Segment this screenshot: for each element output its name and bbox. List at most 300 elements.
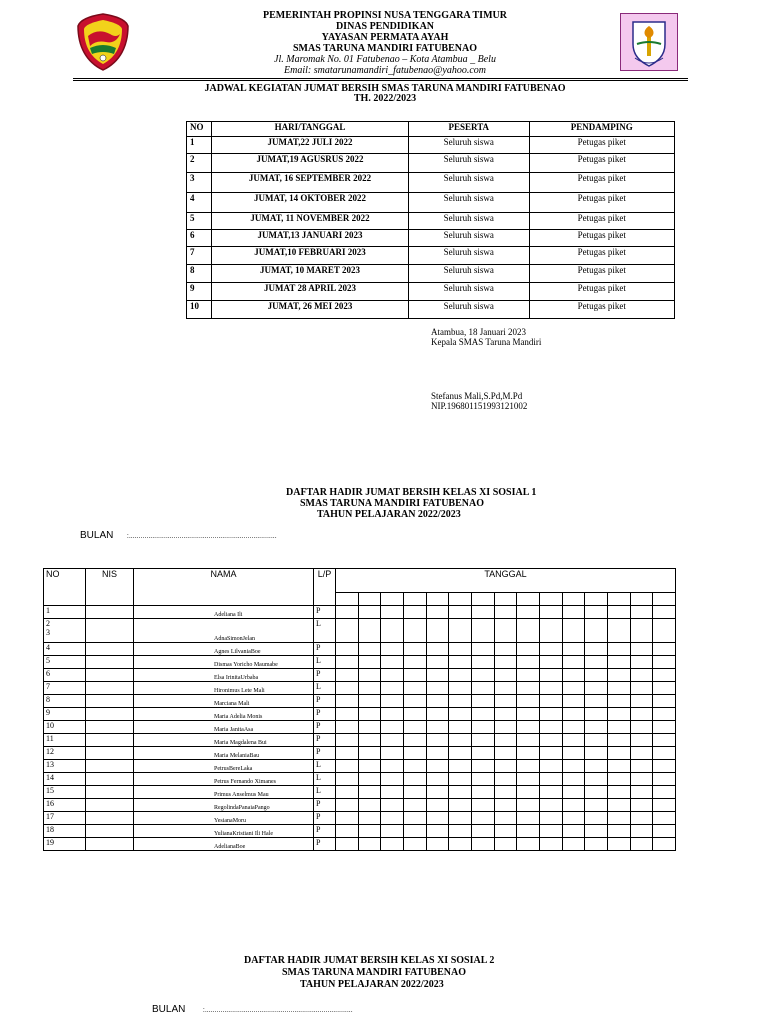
attendance-cell-date[interactable] (539, 747, 562, 760)
attendance-cell-date[interactable] (426, 643, 449, 656)
attendance-cell-date[interactable] (471, 786, 494, 799)
attendance-cell-date[interactable] (562, 721, 585, 734)
attendance-cell-date[interactable] (585, 786, 608, 799)
attendance-cell-date[interactable] (471, 825, 494, 838)
attendance-cell-date[interactable] (449, 799, 472, 812)
attendance-cell-no: 14 (44, 773, 86, 786)
attendance-cell-date[interactable] (471, 838, 494, 851)
attendance-cell-date[interactable] (381, 799, 404, 812)
attendance-cell-date[interactable] (336, 773, 359, 786)
attendance-cell-date[interactable] (403, 812, 426, 825)
attendance-cell-date[interactable] (494, 669, 517, 682)
attendance-cell-date[interactable] (449, 734, 472, 747)
attendance-cell-date[interactable] (471, 708, 494, 721)
attendance-cell-nis (86, 682, 134, 695)
attendance-cell-date[interactable] (381, 695, 404, 708)
attendance-cell-date[interactable] (403, 734, 426, 747)
attendance-cell-date[interactable] (630, 695, 653, 708)
attendance-cell-date[interactable] (607, 734, 630, 747)
attendance-cell-date[interactable] (630, 606, 653, 619)
attendance-cell-date[interactable] (358, 643, 381, 656)
attendance-cell-date[interactable] (426, 606, 449, 619)
attendance-cell-date[interactable] (403, 643, 426, 656)
attendance-cell-nis (86, 799, 134, 812)
attendance-cell-date[interactable] (403, 606, 426, 619)
attendance-cell-date[interactable] (381, 721, 404, 734)
attendance-cell-date[interactable] (494, 786, 517, 799)
attendance-cell-date[interactable] (471, 721, 494, 734)
attendance-cell-date[interactable] (336, 721, 359, 734)
attendance-cell-name: YesianaMoru (134, 812, 314, 825)
attendance-cell-date[interactable] (336, 656, 359, 669)
attendance-cell-date[interactable] (653, 799, 676, 812)
attendance-cell-date[interactable] (517, 734, 540, 747)
attendance-cell-date[interactable] (517, 695, 540, 708)
schedule-cell-peserta: Seluruh siswa (409, 137, 530, 154)
attendance-cell-date[interactable] (471, 773, 494, 786)
attendance-cell-date[interactable] (653, 734, 676, 747)
attendance-cell-date[interactable] (517, 760, 540, 773)
attendance-cell-date[interactable] (607, 695, 630, 708)
attendance-cell-date[interactable] (403, 619, 426, 643)
attendance-cell-date[interactable] (449, 619, 472, 643)
attendance-cell-date[interactable] (494, 812, 517, 825)
attendance-cell-date[interactable] (358, 812, 381, 825)
attendance-cell-date[interactable] (358, 721, 381, 734)
attendance-cell-date[interactable] (494, 799, 517, 812)
attendance-cell-date[interactable] (381, 760, 404, 773)
attendance-cell-date[interactable] (358, 734, 381, 747)
attendance-cell-date[interactable] (494, 619, 517, 643)
attendance-cell-date[interactable] (517, 838, 540, 851)
attendance-cell-date[interactable] (494, 747, 517, 760)
date-column-cell (449, 593, 472, 606)
attendance-cell-date[interactable] (449, 747, 472, 760)
attendance-cell-date[interactable] (449, 721, 472, 734)
attendance-cell-date[interactable] (630, 812, 653, 825)
attendance-cell-date[interactable] (562, 708, 585, 721)
attendance-cell-date[interactable] (517, 669, 540, 682)
attendance-cell-date[interactable] (471, 734, 494, 747)
attendance-cell-date[interactable] (403, 786, 426, 799)
attendance-cell-date[interactable] (336, 760, 359, 773)
attendance-cell-date[interactable] (585, 643, 608, 656)
attendance-cell-date[interactable] (381, 812, 404, 825)
attendance-cell-date[interactable] (426, 708, 449, 721)
attendance-cell-date[interactable] (471, 619, 494, 643)
attendance-cell-date[interactable] (585, 747, 608, 760)
attendance-cell-date[interactable] (381, 708, 404, 721)
attendance-cell-date[interactable] (607, 799, 630, 812)
attendance1-title-1: DAFTAR HADIR JUMAT BERSIH KELAS XI SOSIAL 1 (286, 487, 537, 498)
attendance-cell-date[interactable] (517, 773, 540, 786)
attendance-cell-date[interactable] (562, 786, 585, 799)
attendance-cell-date[interactable] (517, 799, 540, 812)
attendance-cell-lp: P (314, 734, 336, 747)
attendance-cell-date[interactable] (426, 812, 449, 825)
attendance-cell-date[interactable] (449, 682, 472, 695)
attendance-cell-date[interactable] (562, 799, 585, 812)
attendance-cell-date[interactable] (562, 643, 585, 656)
attendance-cell-date[interactable] (403, 656, 426, 669)
attendance-cell-date[interactable] (585, 619, 608, 643)
schedule-cell-no: 2 (187, 154, 212, 173)
attendance-cell-date[interactable] (403, 799, 426, 812)
attendance-cell-date[interactable] (449, 669, 472, 682)
attendance-cell-date[interactable] (562, 825, 585, 838)
attendance-cell-date[interactable] (336, 619, 359, 643)
attendance-cell-date[interactable] (358, 773, 381, 786)
attendance-cell-date[interactable] (381, 747, 404, 760)
attendance-cell-date[interactable] (562, 838, 585, 851)
attendance-cell-date[interactable] (517, 708, 540, 721)
attendance-cell-date[interactable] (653, 669, 676, 682)
attendance-cell-date[interactable] (471, 812, 494, 825)
attendance-cell-date[interactable] (585, 812, 608, 825)
attendance-cell-date[interactable] (607, 747, 630, 760)
attendance-cell-date[interactable] (449, 773, 472, 786)
attendance-cell-date[interactable] (630, 643, 653, 656)
attendance-cell-lp: P (314, 643, 336, 656)
attendance-cell-date[interactable] (653, 825, 676, 838)
attendance-cell-date[interactable] (336, 786, 359, 799)
attendance-cell-date[interactable] (336, 734, 359, 747)
attendance-cell-date[interactable] (494, 695, 517, 708)
attendance-cell-date[interactable] (494, 838, 517, 851)
attendance-cell-nis (86, 656, 134, 669)
attendance-cell-date[interactable] (517, 812, 540, 825)
attendance-cell-date[interactable] (471, 682, 494, 695)
attendance-cell-date[interactable] (449, 643, 472, 656)
attendance-cell-date[interactable] (471, 799, 494, 812)
attendance-cell-date[interactable] (517, 656, 540, 669)
attendance-cell-date[interactable] (653, 721, 676, 734)
attendance-cell-date[interactable] (403, 760, 426, 773)
attendance-cell-date[interactable] (562, 619, 585, 643)
attendance-cell-date[interactable] (471, 643, 494, 656)
attendance-cell-date[interactable] (562, 747, 585, 760)
attendance-cell-date[interactable] (358, 825, 381, 838)
attendance-cell-date[interactable] (653, 838, 676, 851)
attendance-cell-date[interactable] (494, 721, 517, 734)
attendance-cell-date[interactable] (358, 838, 381, 851)
attendance-cell-date[interactable] (653, 773, 676, 786)
attendance-cell-date[interactable] (517, 682, 540, 695)
attendance-cell-date[interactable] (562, 669, 585, 682)
attendance-cell-date[interactable] (358, 747, 381, 760)
attendance-cell-date[interactable] (426, 656, 449, 669)
attendance-cell-date[interactable] (449, 656, 472, 669)
attendance-cell-date[interactable] (426, 747, 449, 760)
attendance-cell-date[interactable] (630, 747, 653, 760)
attendance-cell-date[interactable] (403, 669, 426, 682)
attendance-cell-date[interactable] (426, 825, 449, 838)
attendance-cell-date[interactable] (426, 773, 449, 786)
attendance-cell-date[interactable] (607, 708, 630, 721)
schedule-cell-pendamping: Petugas piket (529, 154, 674, 173)
attendance-cell-date[interactable] (653, 695, 676, 708)
attendance-cell-date[interactable] (358, 760, 381, 773)
attendance-cell-date[interactable] (607, 682, 630, 695)
attendance-cell-date[interactable] (653, 812, 676, 825)
attendance-cell-date[interactable] (449, 760, 472, 773)
attendance-cell-date[interactable] (381, 773, 404, 786)
attendance-cell-date[interactable] (585, 721, 608, 734)
attendance-cell-name: Maria Magdalena Bui (134, 734, 314, 747)
attendance-cell-date[interactable] (336, 812, 359, 825)
attendance-cell-date[interactable] (585, 773, 608, 786)
attendance-cell-date[interactable] (607, 812, 630, 825)
attendance-cell-date[interactable] (381, 606, 404, 619)
attendance-cell-date[interactable] (403, 721, 426, 734)
attendance-cell-date[interactable] (471, 695, 494, 708)
attendance-cell-date[interactable] (607, 760, 630, 773)
attendance-cell-date[interactable] (426, 786, 449, 799)
attendance-cell-date[interactable] (607, 721, 630, 734)
attendance-cell-date[interactable] (517, 747, 540, 760)
attendance-cell-date[interactable] (517, 606, 540, 619)
attendance-cell-date[interactable] (562, 682, 585, 695)
attendance-cell-lp: L (314, 760, 336, 773)
attendance-cell-date[interactable] (562, 760, 585, 773)
attendance-cell-date[interactable] (449, 606, 472, 619)
attendance-cell-date[interactable] (585, 760, 608, 773)
attendance-cell-date[interactable] (630, 656, 653, 669)
attendance-cell-date[interactable] (403, 747, 426, 760)
attendance-cell-date[interactable] (517, 721, 540, 734)
attendance-cell-date[interactable] (585, 656, 608, 669)
attendance-cell-date[interactable] (539, 619, 562, 643)
attendance-cell-date[interactable] (562, 695, 585, 708)
attendance-cell-date[interactable] (336, 695, 359, 708)
attendance-cell-date[interactable] (336, 799, 359, 812)
attendance-cell-date[interactable] (562, 606, 585, 619)
attendance-cell-date[interactable] (494, 708, 517, 721)
attendance-cell-date[interactable] (494, 760, 517, 773)
attendance-cell-date[interactable] (585, 682, 608, 695)
attendance-cell-date[interactable] (494, 656, 517, 669)
attendance-cell-date[interactable] (539, 606, 562, 619)
attendance-cell-date[interactable] (336, 643, 359, 656)
attendance-row (44, 786, 676, 799)
attendance-cell-date[interactable] (449, 708, 472, 721)
attendance-cell-date[interactable] (358, 799, 381, 812)
attendance-cell-date[interactable] (539, 669, 562, 682)
attendance-cell-date[interactable] (449, 825, 472, 838)
attendance-cell-date[interactable] (358, 619, 381, 643)
attendance-cell-date[interactable] (426, 760, 449, 773)
attendance-cell-date[interactable] (381, 682, 404, 695)
attendance-cell-date[interactable] (403, 838, 426, 851)
attendance-cell-date[interactable] (471, 606, 494, 619)
attendance-cell-date[interactable] (539, 786, 562, 799)
attendance-cell-date[interactable] (539, 656, 562, 669)
attendance-cell-name: Maria Adelia Monis (134, 708, 314, 721)
attendance-cell-date[interactable] (449, 695, 472, 708)
letterhead-email: Email: smatarunamandiri_fatubenao@yahoo.com (284, 65, 486, 76)
attendance-cell-date[interactable] (403, 773, 426, 786)
attendance-cell-date[interactable] (517, 619, 540, 643)
attendance-cell-date[interactable] (630, 825, 653, 838)
attendance-cell-date[interactable] (336, 708, 359, 721)
attendance-cell-date[interactable] (562, 812, 585, 825)
attendance-cell-date[interactable] (449, 838, 472, 851)
attendance-cell-date[interactable] (653, 760, 676, 773)
attendance-cell-date[interactable] (517, 643, 540, 656)
attendance-cell-date[interactable] (539, 695, 562, 708)
attendance-cell-date[interactable] (607, 825, 630, 838)
attendance-cell-date[interactable] (630, 669, 653, 682)
attendance-cell-date[interactable] (630, 708, 653, 721)
attendance-cell-date[interactable] (358, 682, 381, 695)
attendance-cell-date[interactable] (358, 656, 381, 669)
attendance-cell-date[interactable] (426, 695, 449, 708)
attendance-cell-date[interactable] (607, 773, 630, 786)
attendance-cell-date[interactable] (381, 643, 404, 656)
schedule-cell-date: JUMAT 28 APRIL 2023 (212, 283, 409, 301)
attendance-cell-date[interactable] (585, 669, 608, 682)
attendance-cell-date[interactable] (653, 708, 676, 721)
attendance-cell-date[interactable] (607, 606, 630, 619)
attendance-cell-date[interactable] (358, 695, 381, 708)
attendance-cell-date[interactable] (539, 760, 562, 773)
attendance-cell-date[interactable] (607, 669, 630, 682)
attendance-cell-date[interactable] (381, 734, 404, 747)
attendance-cell-date[interactable] (426, 838, 449, 851)
attendance-cell-date[interactable] (630, 682, 653, 695)
attendance-cell-date[interactable] (381, 656, 404, 669)
attendance-cell-date[interactable] (358, 786, 381, 799)
attendance-cell-date[interactable] (630, 786, 653, 799)
attendance-cell-date[interactable] (653, 656, 676, 669)
attendance-cell-date[interactable] (403, 708, 426, 721)
attendance-cell-date[interactable] (494, 682, 517, 695)
attendance-cell-date[interactable] (494, 825, 517, 838)
attendance-cell-date[interactable] (585, 734, 608, 747)
attendance-cell-date[interactable] (539, 721, 562, 734)
attendance-cell-date[interactable] (539, 682, 562, 695)
attendance-cell-date[interactable] (426, 619, 449, 643)
attendance-cell-date[interactable] (449, 812, 472, 825)
attendance-cell-date[interactable] (381, 669, 404, 682)
attendance-cell-date[interactable] (607, 656, 630, 669)
attendance-cell-date[interactable] (471, 747, 494, 760)
attendance-cell-date[interactable] (562, 773, 585, 786)
attendance-cell-date[interactable] (585, 606, 608, 619)
attendance-cell-date[interactable] (607, 786, 630, 799)
attendance-cell-date[interactable] (585, 695, 608, 708)
attendance-cell-date[interactable] (653, 619, 676, 643)
schedule-row (187, 283, 675, 301)
attendance-cell-date[interactable] (539, 812, 562, 825)
attendance-cell-date[interactable] (585, 825, 608, 838)
attendance-cell-lp: P (314, 825, 336, 838)
attendance-cell-date[interactable] (653, 606, 676, 619)
attendance-cell-no: 17 (44, 812, 86, 825)
attendance-cell-date[interactable] (653, 747, 676, 760)
attendance-cell-date[interactable] (653, 643, 676, 656)
attendance2-bulan-value: :............................................................................ (202, 1007, 353, 1014)
attendance-cell-date[interactable] (539, 708, 562, 721)
attendance-cell-date[interactable] (653, 682, 676, 695)
attendance-cell-date[interactable] (630, 773, 653, 786)
attendance-cell-date[interactable] (585, 708, 608, 721)
attendance-cell-date[interactable] (562, 656, 585, 669)
attendance-cell-date[interactable] (358, 669, 381, 682)
attendance-cell-date[interactable] (471, 760, 494, 773)
attendance-cell-date[interactable] (494, 773, 517, 786)
attendance-cell-date[interactable] (471, 669, 494, 682)
attendance-cell-date[interactable] (336, 682, 359, 695)
attendance-cell-date[interactable] (336, 669, 359, 682)
attendance-cell-date[interactable] (630, 799, 653, 812)
schedule-cell-pendamping: Petugas piket (529, 173, 674, 193)
attendance-cell-date[interactable] (336, 825, 359, 838)
attendance-cell-date[interactable] (630, 619, 653, 643)
signature-role: Kepala SMAS Taruna Mandiri (431, 337, 542, 347)
schedule-row (187, 213, 675, 230)
attendance-cell-date[interactable] (630, 721, 653, 734)
attendance-cell-name: Elsa IrinitaUrbaba (134, 669, 314, 682)
schedule-cell-pendamping: Petugas piket (529, 301, 674, 319)
attendance-cell-date[interactable] (358, 606, 381, 619)
attendance-cell-date[interactable] (607, 643, 630, 656)
attendance-cell-date[interactable] (426, 682, 449, 695)
attendance-cell-date[interactable] (426, 734, 449, 747)
attendance-cell-date[interactable] (381, 619, 404, 643)
attendance-cell-date[interactable] (403, 825, 426, 838)
attendance-cell-date[interactable] (381, 825, 404, 838)
attendance-cell-date[interactable] (517, 786, 540, 799)
attendance-cell-date[interactable] (585, 799, 608, 812)
attendance-cell-date[interactable] (494, 606, 517, 619)
attendance-cell-date[interactable] (381, 786, 404, 799)
schedule-cell-date: JUMAT,10 FEBRUARI 2023 (212, 247, 409, 265)
attendance-cell-date[interactable] (539, 734, 562, 747)
attendance-cell-date[interactable] (426, 721, 449, 734)
attendance-cell-date[interactable] (471, 656, 494, 669)
attendance-cell-date[interactable] (539, 773, 562, 786)
attendance-cell-date[interactable] (449, 786, 472, 799)
attendance-cell-date[interactable] (607, 619, 630, 643)
attendance-cell-date[interactable] (336, 606, 359, 619)
attendance-cell-date[interactable] (358, 708, 381, 721)
attendance-cell-date[interactable] (494, 734, 517, 747)
attendance-cell-date[interactable] (653, 786, 676, 799)
attendance-cell-date[interactable] (539, 825, 562, 838)
attendance-cell-date[interactable] (585, 838, 608, 851)
attendance-cell-date[interactable] (403, 695, 426, 708)
attendance-cell-date[interactable] (539, 643, 562, 656)
attendance-cell-date[interactable] (403, 682, 426, 695)
attendance-cell-date[interactable] (494, 643, 517, 656)
attendance-cell-date[interactable] (517, 825, 540, 838)
attendance-cell-date[interactable] (336, 747, 359, 760)
attendance-cell-date[interactable] (607, 838, 630, 851)
attendance-cell-date[interactable] (336, 838, 359, 851)
attendance-cell-date[interactable] (562, 734, 585, 747)
attendance-cell-date[interactable] (539, 799, 562, 812)
attendance-cell-date[interactable] (630, 760, 653, 773)
attendance-row (44, 747, 676, 760)
attendance-cell-date[interactable] (539, 838, 562, 851)
attendance-cell-date[interactable] (630, 734, 653, 747)
attendance-cell-date[interactable] (381, 838, 404, 851)
attendance-cell-name: AdnaSimonJelan (134, 619, 314, 643)
attendance-cell-date[interactable] (426, 669, 449, 682)
attendance-cell-date[interactable] (630, 838, 653, 851)
attendance-cell-date[interactable] (426, 799, 449, 812)
